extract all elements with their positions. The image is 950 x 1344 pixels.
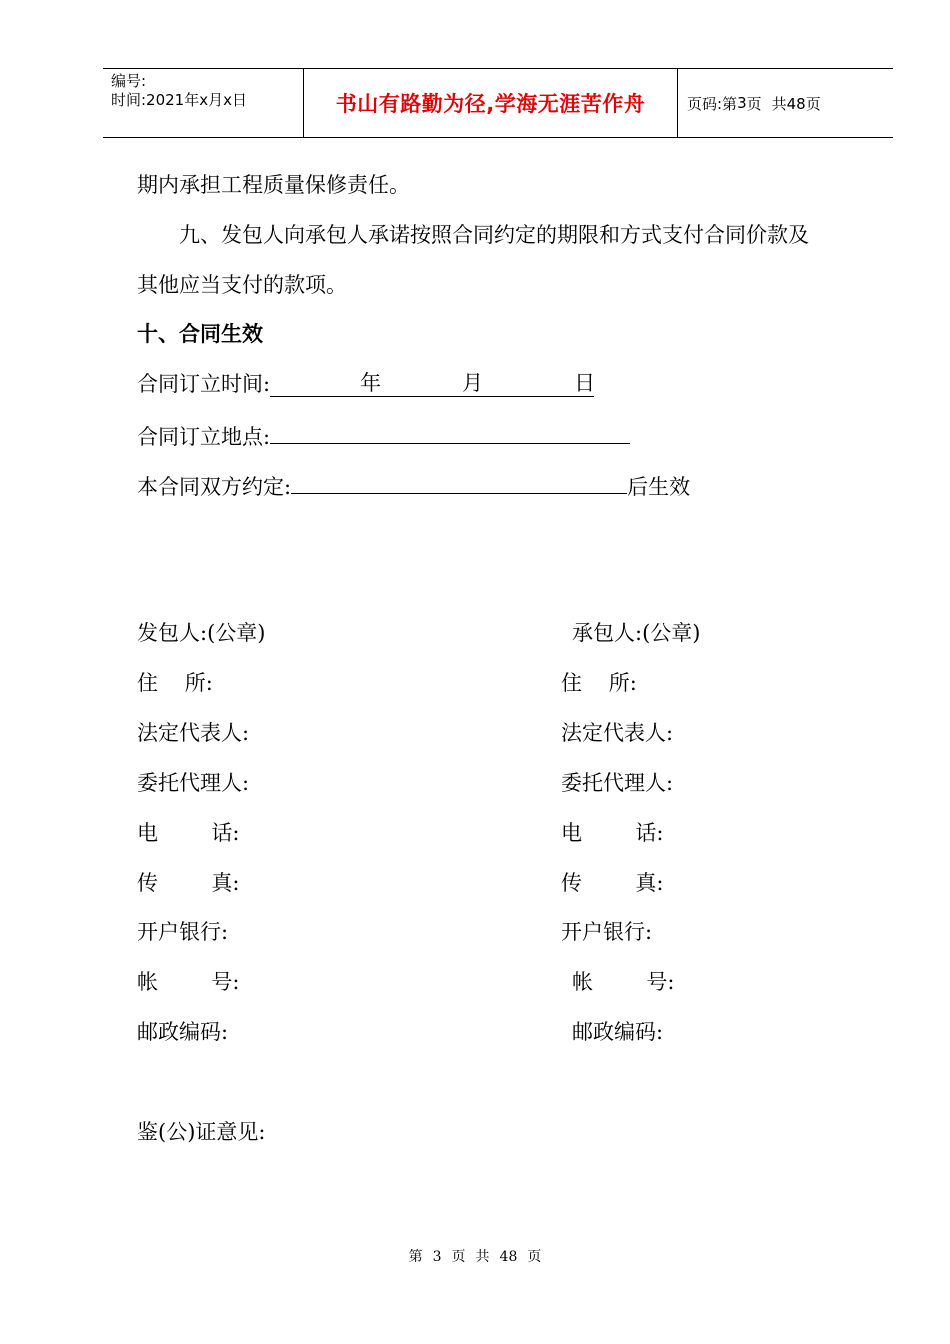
header-meta [103,69,304,137]
footer-page: 3 [432,1249,442,1265]
day-label: 日 [574,371,596,395]
agreement-label: 本合同双方约定: [137,475,292,499]
sign-time-row [137,371,594,397]
left-account: 帐 号: [137,970,240,994]
left-bank: 开户银行: [137,920,229,944]
right-phone: 电 话: [561,821,664,845]
header-motto-cell [304,69,678,137]
right-account: 帐 号: [572,970,675,994]
sign-time-field [270,372,594,397]
right-postcode: 邮政编码: [572,1020,664,1044]
right-bank: 开户银行: [561,920,653,944]
left-fax: 传 真: [137,871,240,895]
sign-place-label: 合同订立地点: [137,425,271,449]
agreement-row [137,471,690,500]
document-number-label: 编号: [111,72,147,90]
left-address: 住 所: [137,671,213,695]
notary-opinion: 鉴(公)证意见: [137,1120,266,1144]
body-line-2: 九、发包人向承包人承诺按照合同约定的期限和方式支付合同价款及 [179,223,809,247]
body-line-3: 其他应当支付的款项。 [137,273,347,297]
right-fax: 传 真: [561,871,664,895]
document-time-label: 时间:2021年x月x日 [111,91,247,109]
header-page-info [678,69,893,137]
sign-place-row [137,421,630,450]
footer-di: 第 [408,1249,423,1265]
body-line-1: 期内承担工程质量保修责任。 [137,173,410,197]
month-label: 月 [462,371,484,395]
page-header [103,68,893,138]
sign-time-label: 合同订立时间: [137,372,271,396]
header-motto: 书山有路勤为径,学海无涯苦作舟 [335,92,646,116]
page-current: 3 [737,94,747,112]
footer-gong: 共 [475,1249,490,1265]
agreement-suffix: 后生效 [627,475,691,499]
agreement-field [291,471,627,494]
footer-total: 48 [499,1249,518,1265]
left-legal-rep: 法定代表人: [137,721,250,745]
left-postcode: 邮政编码: [137,1020,229,1044]
left-phone: 电 话: [137,821,240,845]
left-agent: 委托代理人: [137,771,250,795]
right-party: 承包人:(公章) [572,621,701,645]
section-title: 十、合同生效 [137,322,263,346]
footer-ye2: 页 [527,1249,542,1265]
right-legal-rep: 法定代表人: [561,721,674,745]
page-footer [0,1246,950,1266]
left-party: 发包人:(公章) [137,621,266,645]
page-total: 共48页 [771,94,821,113]
page-label: 页码:第 [687,94,738,113]
sign-place-field [270,421,630,444]
right-address: 住 所: [561,671,637,695]
right-agent: 委托代理人: [561,771,674,795]
footer-ye: 页 [451,1249,466,1265]
year-label: 年 [360,371,382,395]
page-unit: 页 [746,94,762,113]
